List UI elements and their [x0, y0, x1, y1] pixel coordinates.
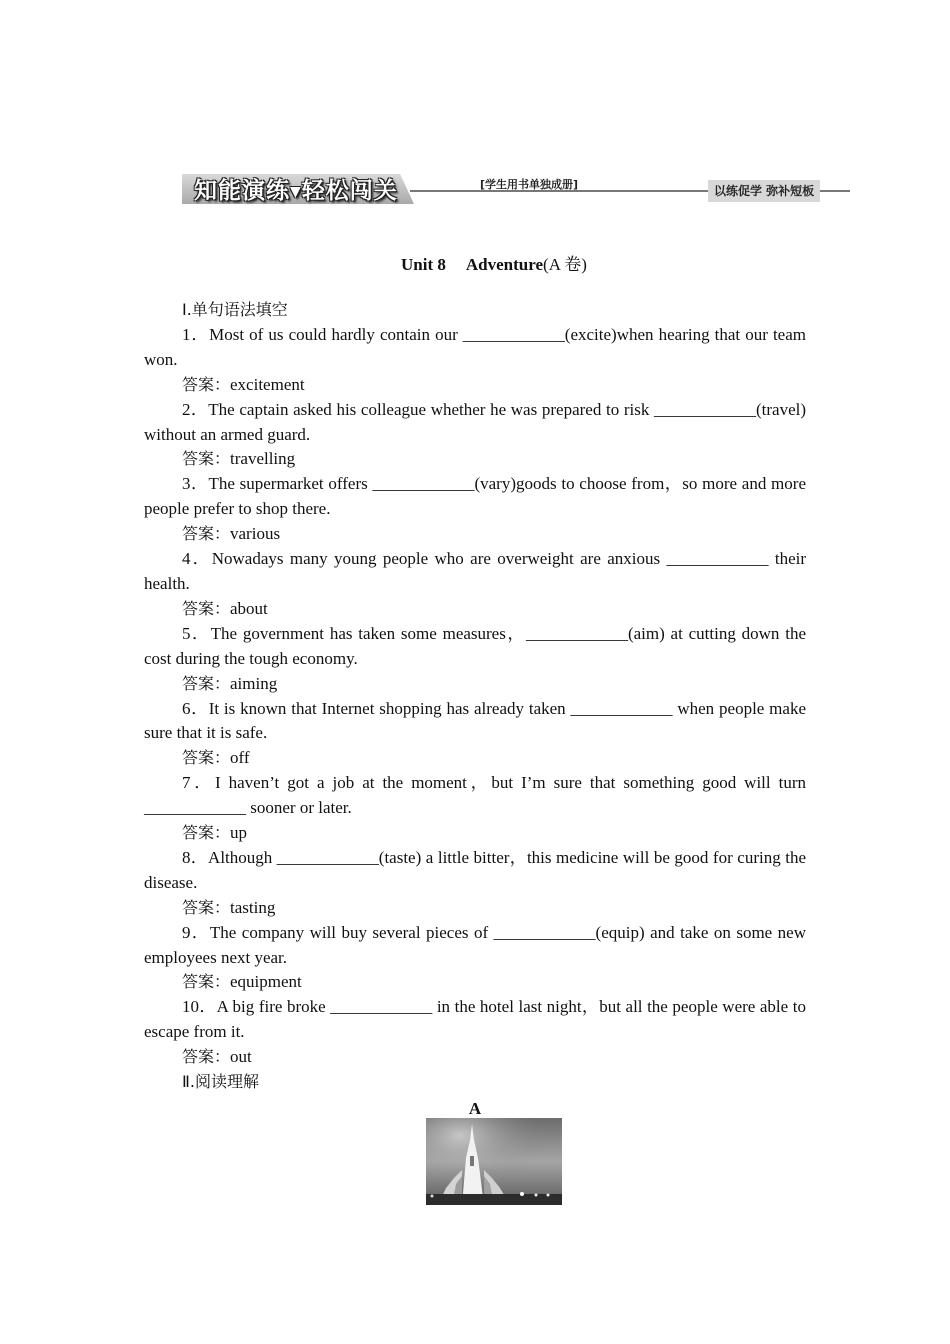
passage-label: A	[468, 1099, 482, 1118]
answer-value: aiming	[230, 673, 278, 693]
question-item: 6．It is known that Internet shopping has already taken ____________ when people make sure that it is safe.	[144, 698, 806, 743]
answer-line	[144, 373, 806, 398]
page-title	[0, 250, 950, 275]
banner-title	[194, 172, 398, 205]
answer-value: tasting	[230, 897, 276, 917]
answer-label: 答案：	[182, 524, 231, 544]
answer-label: 答案：	[182, 1047, 231, 1067]
answer-line	[144, 522, 806, 547]
answer-label: 答案：	[182, 748, 231, 768]
answer-line	[144, 672, 806, 697]
section-banner	[180, 166, 852, 210]
unit-suffix: (A 卷)	[543, 255, 587, 274]
question-item: 1．Most of us could hardly contain our ____________(excite)when hearing that our team won.	[144, 324, 806, 369]
answer-label: 答案：	[182, 823, 231, 843]
question-item: 9．The company will buy several pieces of ____________(equip) and take on some new employees next year.	[144, 922, 806, 967]
unit-topic: Adventure	[465, 255, 544, 274]
answer-line	[144, 1045, 806, 1070]
exercise-content	[144, 298, 806, 1122]
answer-line	[144, 821, 806, 846]
banner-note: [学生用书单独成册]	[480, 178, 579, 191]
question-item: 2．The captain asked his colleague whether he was prepared to risk ____________(travel) without an armed guard.	[144, 399, 806, 444]
banner-right-label: 以练促学 弥补短板	[708, 180, 820, 202]
answer-value: out	[230, 1047, 252, 1067]
answer-line	[144, 447, 806, 472]
answer-line	[144, 970, 806, 995]
answer-value: various	[230, 524, 281, 544]
section-heading: Ⅰ.单句语法填空	[182, 300, 288, 319]
question-item: 3．The supermarket offers ____________(vary)goods to choose from，so more and more people prefer to shop there.	[144, 474, 806, 519]
question-item: 5．The government has taken some measures，____________(aim) at cutting down the cost during the tough economy.	[144, 623, 806, 668]
answer-line	[144, 746, 806, 771]
answer-label: 答案：	[182, 673, 231, 693]
answer-label: 答案：	[182, 598, 231, 618]
answer-label: 答案：	[182, 374, 231, 394]
church-photo	[426, 1118, 562, 1205]
banner-title-left: 知能演练	[194, 178, 290, 204]
answer-line	[144, 896, 806, 921]
answer-value: excitement	[230, 374, 305, 394]
answer-label: 答案：	[182, 972, 231, 992]
question-item: 10．A big fire broke ____________ in the hotel last night，but all the people were able to escape from it.	[144, 997, 806, 1042]
question-item: 4．Nowadays many young people who are overweight are anxious ____________ their health.	[144, 549, 806, 593]
unit-name: Unit 8	[401, 255, 446, 274]
answer-label: 答案：	[182, 897, 231, 917]
answer-line	[144, 597, 806, 622]
answer-value: travelling	[230, 449, 296, 469]
question-list	[144, 323, 806, 1070]
section-heading: Ⅱ.阅读理解	[182, 1072, 259, 1092]
triangle-down-icon: ▼	[290, 183, 302, 200]
answer-value: equipment	[230, 972, 302, 992]
answer-value: up	[230, 823, 248, 843]
question-item: 8．Although ____________(taste) a little bitter，this medicine will be good for curing the disease.	[144, 847, 806, 892]
answer-label: 答案：	[182, 449, 231, 469]
banner-title-right: 轻松闯关	[301, 178, 398, 204]
answer-value: about	[230, 598, 268, 618]
question-item: 7．I haven’t got a job at the moment，but I’m sure that something good will turn ____________ sooner or later.	[144, 773, 806, 818]
answer-value: off	[230, 748, 250, 768]
